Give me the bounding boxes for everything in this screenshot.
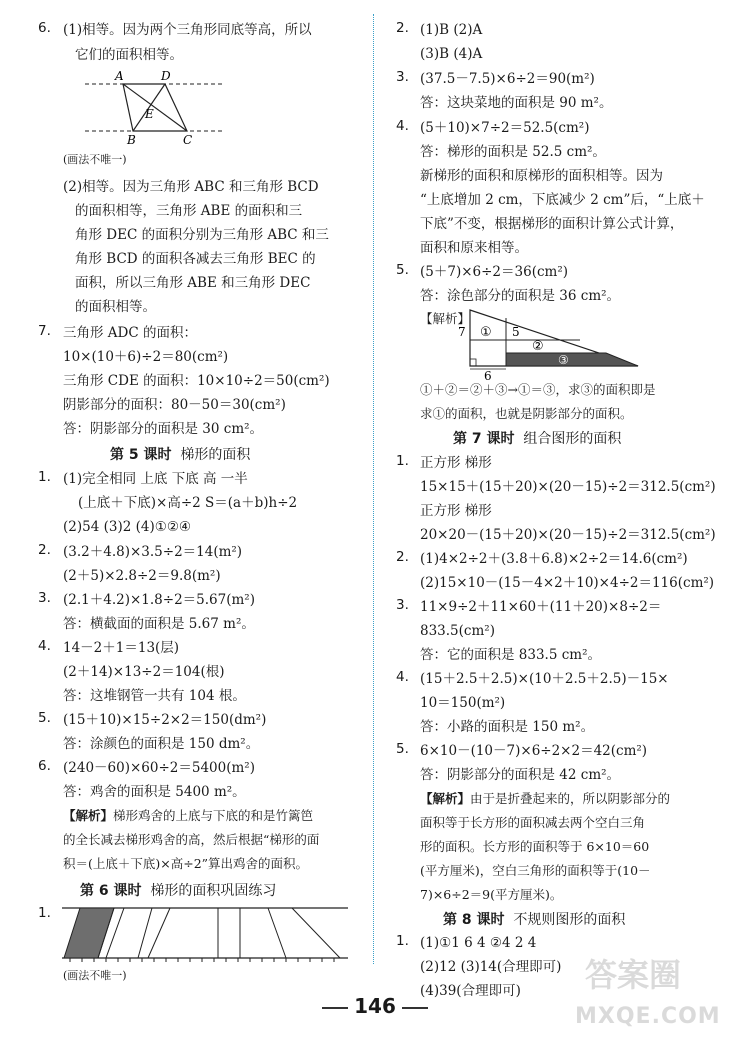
question-number: 1. <box>396 933 409 949</box>
vertex-label-b: B <box>127 133 136 147</box>
analysis-line: ①＋②＝②＋③→①＝③，求③的面积即是 <box>420 382 656 397</box>
page-number-dash <box>322 1007 348 1009</box>
lesson-heading <box>110 444 250 464</box>
region-label-2: ② <box>532 339 544 354</box>
answer-line: (2)15×10－(15－4×2＋10)×4÷2＝116(cm²) <box>420 575 715 591</box>
analysis-line: 求①的面积，也就是阴影部分的面积。 <box>420 406 633 421</box>
answer-line: (240－60)×60÷2＝5400(m²) <box>63 760 255 776</box>
vertex-label-c: C <box>183 133 193 147</box>
answer-line: (2＋5)×2.8÷2＝9.8(m²) <box>63 568 221 584</box>
lesson-number: 第 8 课时 <box>443 912 505 928</box>
answer-line: (3.2＋4.8)×3.5÷2＝14(m²) <box>63 544 243 560</box>
drawing-note: (画法不唯一) <box>63 153 127 166</box>
analysis-tag: 【解析】 <box>420 791 471 806</box>
answer-line: (1)4×2÷2＋(3.8＋6.8)×2÷2＝14.6(cm²) <box>420 551 688 567</box>
page-number-text: 146 <box>354 994 396 1018</box>
answer-line: 角形 DEC 的面积分别为三角形 ABC 和三 <box>75 227 329 243</box>
question-number: 7. <box>38 323 51 339</box>
answer-line: 答：梯形的面积是 52.5 cm²。 <box>420 144 606 160</box>
side-label-6: 6 <box>484 369 492 383</box>
answer-line: 答：阴影部分的面积是 30 cm²。 <box>63 421 264 437</box>
answer-line: (2)相等。因为三角形 ABC 和三角形 BCD <box>63 179 319 195</box>
answer-line: (1)相等。因为两个三角形同底等高，所以 <box>63 22 312 38</box>
answer-line: 11×9÷2＋11×60＋(11＋20)×8÷2＝ <box>420 599 662 615</box>
answer-line: (2＋14)×13÷2＝104(根) <box>63 664 225 680</box>
page-number-dash <box>402 1007 428 1009</box>
analysis-line: 的全长减去梯形鸡舍的高，然后根据“梯形的面 <box>63 832 320 847</box>
answer-line: 阴影部分的面积：80－50＝30(cm²) <box>63 397 286 413</box>
region-label-1: ① <box>480 325 492 340</box>
vertex-label-e: E <box>145 107 154 121</box>
lesson-heading <box>453 428 621 448</box>
answer-line: (2)12 (3)14(合理即可) <box>420 959 562 975</box>
answer-line: 6×10－(10－7)×6÷2×2＝42(cm²) <box>420 743 648 759</box>
analysis-line: 积＝(上底＋下底)×高÷2”算出鸡舍的面积。 <box>63 856 309 871</box>
answer-line: 答：鸡舍的面积是 5400 m²。 <box>63 784 246 800</box>
answer-line: 答：这块菜地的面积是 90 m²。 <box>420 95 613 111</box>
answer-line: 面积和原来相等。 <box>420 240 528 256</box>
side-label-5: 5 <box>512 325 520 339</box>
question-number: 4. <box>396 669 409 685</box>
answer-line: (3)B (4)A <box>420 46 483 62</box>
lesson-title: 梯形的面积巩固练习 <box>150 883 277 899</box>
answer-line: (5＋10)×7÷2＝52.5(cm²) <box>420 120 590 136</box>
analysis-text: 由于是折叠起来的，所以阴影部分的 <box>470 791 671 806</box>
answer-line: (15＋2.5＋2.5)×(10＋2.5＋2.5)－15× <box>420 671 669 687</box>
analysis-line: 形的面积。长方形的面积等于 6×10＝60 <box>420 839 650 854</box>
answer-line: 下底”不变，根据梯形的面积计算公式计算， <box>420 216 684 232</box>
watermark-url: MXQE.COM <box>575 1004 721 1029</box>
answer-line: 正方形 梯形 <box>420 455 492 471</box>
question-number: 5. <box>396 741 409 757</box>
answer-line: 答：涂色部分的面积是 36 cm²。 <box>420 288 621 304</box>
analysis-line: (平方厘米)，空白三角形的面积等于(10－ <box>420 863 651 878</box>
answer-line: (15＋10)×15÷2×2＝150(dm²) <box>63 712 267 728</box>
answer-line: (1)B (2)A <box>420 22 483 38</box>
question-number: 3. <box>38 590 51 606</box>
triangle-figure <box>458 306 648 383</box>
answer-line: (2)54 (3)2 (4)①②④ <box>63 519 192 535</box>
lesson-heading <box>443 909 625 929</box>
answer-line: 答：这堆钢管一共有 104 根。 <box>63 688 246 704</box>
answer-line: (37.5－7.5)×6÷2＝90(m²) <box>420 71 595 87</box>
answer-line: 角形 BCD 的面积各减去三角形 BEC 的 <box>75 251 316 267</box>
answer-line: 新梯形的面积和原梯形的面积相等。因为 <box>420 168 663 184</box>
side-label-7: 7 <box>458 325 466 339</box>
lesson-title: 梯形的面积 <box>180 447 251 463</box>
drawing-note: (画法不唯一) <box>63 969 127 982</box>
vertex-label-a: A <box>115 69 124 83</box>
answer-line: 答：涂颜色的面积是 150 dm²。 <box>63 736 260 752</box>
answer-line: 10＝150(m²) <box>420 695 506 711</box>
answer-line: “上底增加 2 cm，下底减少 2 cm”后，“上底＋ <box>420 192 705 208</box>
answer-line: 15×15＋(15＋20)×(20－15)÷2＝312.5(cm²) <box>420 479 716 495</box>
vertex-label-d: D <box>161 69 171 83</box>
answer-line: (上底＋下底)×高÷2 S＝(a＋b)h÷2 <box>78 495 298 511</box>
answer-line: 的面积相等。 <box>75 299 156 315</box>
question-number: 2. <box>396 20 409 36</box>
answer-line: 答：横截面的面积是 5.67 m²。 <box>63 616 255 632</box>
answer-line: (1)①1 6 4 ②4 2 4 <box>420 935 537 951</box>
watermark-logo: 答案圈 <box>585 956 682 994</box>
answer-line: (1)完全相同 上底 下底 高 一半 <box>63 471 248 487</box>
lesson-number: 第 5 课时 <box>110 447 172 463</box>
analysis-line: 面积等于长方形的面积减去两个空白三角 <box>420 815 646 830</box>
lesson-heading <box>80 880 276 900</box>
question-number: 4. <box>38 638 51 654</box>
question-number: 3. <box>396 597 409 613</box>
answer-line: 三角形 ADC 的面积： <box>63 325 197 341</box>
question-number: 1. <box>38 469 51 485</box>
trapezoid-figure <box>85 70 225 150</box>
answer-line: 的面积相等，三角形 ABE 的面积和三 <box>75 203 303 219</box>
question-number: 5. <box>396 262 409 278</box>
question-number: 4. <box>396 118 409 134</box>
question-number: 1. <box>396 453 409 469</box>
answer-line: 答：小路的面积是 150 m²。 <box>420 719 595 735</box>
answer-line: 10×(10＋6)÷2＝80(cm²) <box>63 349 229 365</box>
question-number: 2. <box>38 542 51 558</box>
lesson-number: 第 7 课时 <box>453 431 515 447</box>
answer-line: 三角形 CDE 的面积：10×10÷2＝50(cm²) <box>63 373 330 389</box>
question-number: 6. <box>38 758 51 774</box>
answer-line: 正方形 梯形 <box>420 503 492 519</box>
analysis-line <box>420 789 670 809</box>
analysis-tag: 【解析】 <box>63 808 114 823</box>
lesson-title: 组合图形的面积 <box>523 431 622 447</box>
answer-line: 833.5(cm²) <box>420 623 495 639</box>
analysis-line <box>63 806 313 826</box>
answer-line: 它们的面积相等。 <box>75 47 183 63</box>
analysis-text: 梯形鸡舍的上底与下底的和是竹篱笆 <box>113 808 314 823</box>
answer-line: 面积，所以三角形 ABE 和三角形 DEC <box>75 275 311 291</box>
answer-line: 14－2＋1＝13(层) <box>63 640 180 656</box>
analysis-line: 7)×6÷2＝9(平方厘米)。 <box>420 887 563 902</box>
answer-line: 答：它的面积是 833.5 cm²。 <box>420 647 602 663</box>
region-label-3: ③ <box>558 353 569 367</box>
answer-line: 答：阴影部分的面积是 42 cm²。 <box>420 767 621 783</box>
analysis-tag: 【解析】 <box>420 311 471 326</box>
question-number: 5. <box>38 710 51 726</box>
question-number: 2. <box>396 549 409 565</box>
lesson-number: 第 6 课时 <box>80 883 142 899</box>
parallelogram-figure <box>62 904 352 966</box>
answer-line: (4)39(合理即可) <box>420 983 521 999</box>
answer-line: (2.1＋4.2)×1.8÷2＝5.67(m²) <box>63 592 255 608</box>
answer-line: 20×20－(15＋20)×(20－15)÷2＝312.5(cm²) <box>420 527 716 543</box>
column-divider <box>373 14 374 964</box>
question-number: 6. <box>38 20 51 36</box>
lesson-title: 不规则图形的面积 <box>513 912 626 928</box>
answer-line: (5＋7)×6÷2＝36(cm²) <box>420 264 568 280</box>
question-number: 3. <box>396 69 409 85</box>
question-number: 1. <box>38 905 51 921</box>
